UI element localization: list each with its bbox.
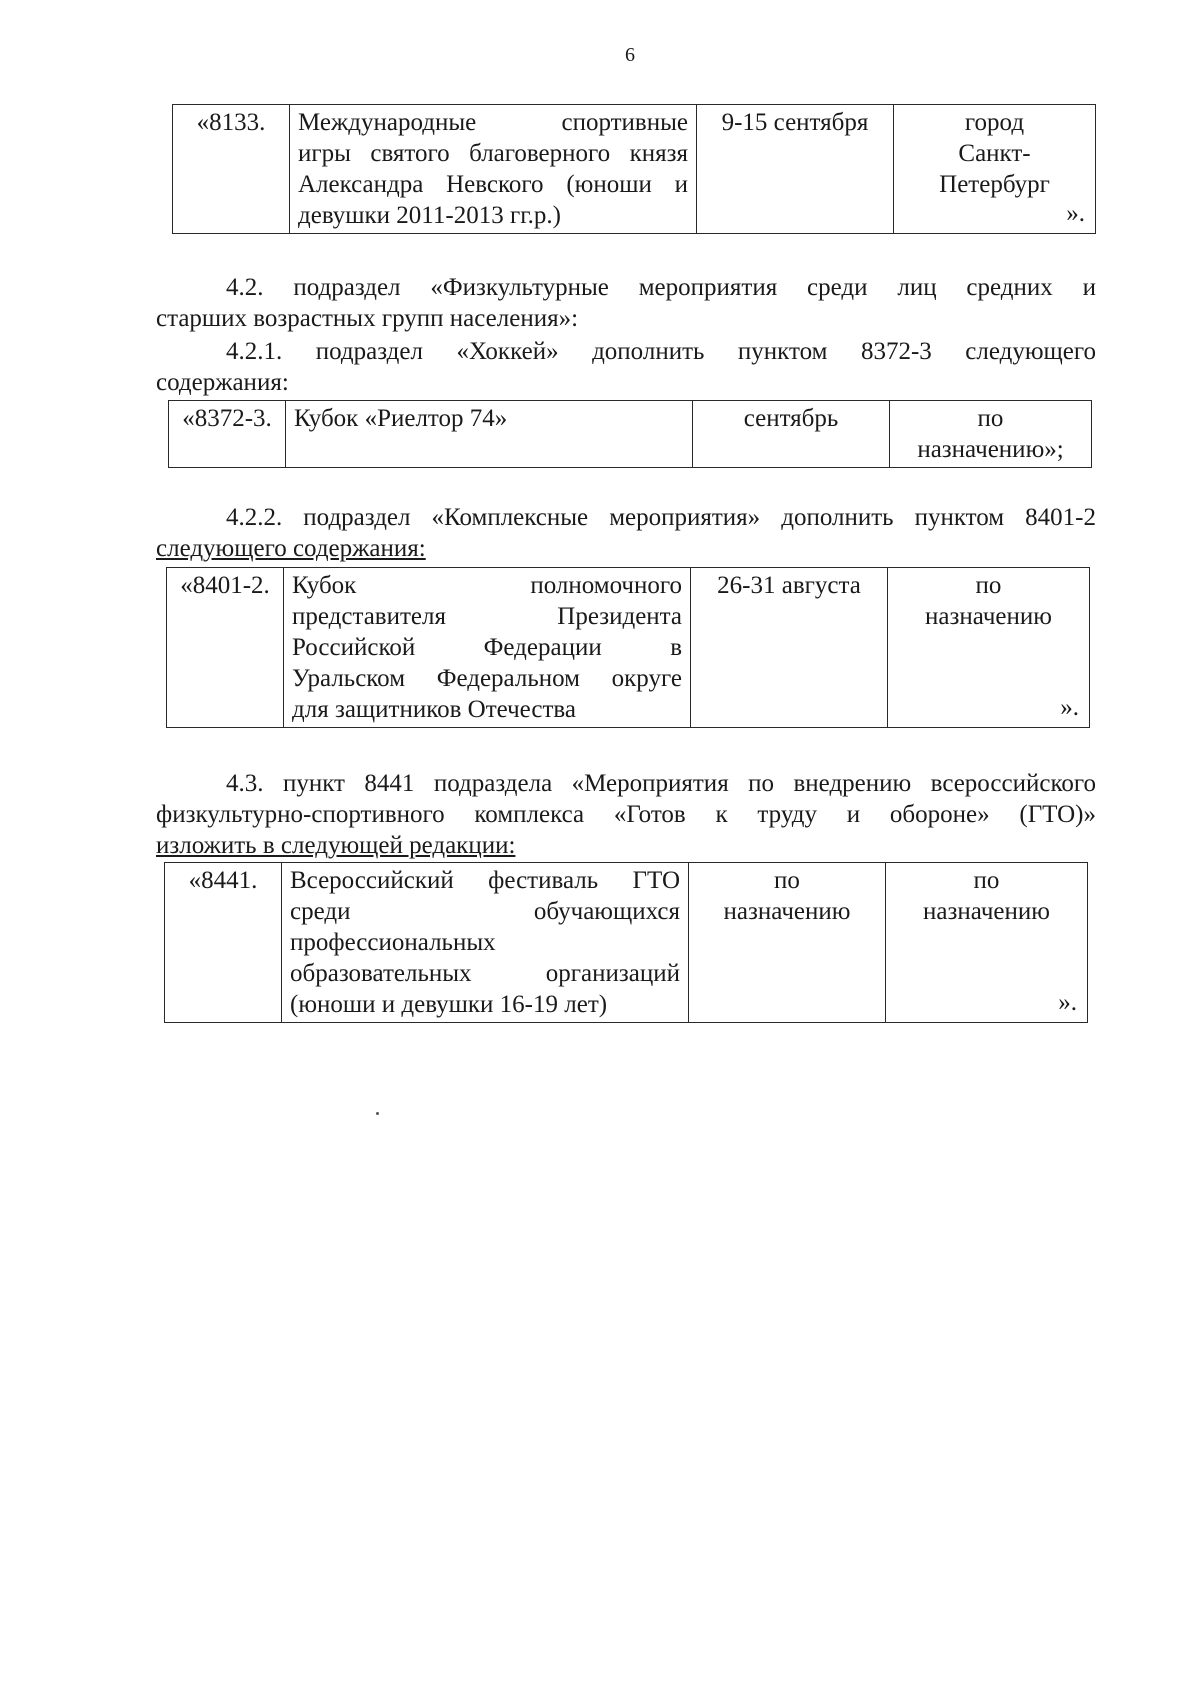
closing-quote: ». [1058, 989, 1077, 1016]
item-number: «8401-2. [167, 568, 284, 728]
event-date: сентябрь [693, 401, 890, 468]
event-date: по назначению [689, 863, 886, 1023]
table-row [173, 105, 1096, 234]
table-row [167, 568, 1090, 728]
event-place: по назначению»; [890, 401, 1092, 468]
event-place: город Санкт- Петербург ». [894, 105, 1096, 234]
closing-quote: ». [1066, 200, 1085, 227]
paragraph-4-2-2: 4.2.2. подраздел «Комплексные мероприятия» дополнить пунктом 8401-2 следующего содержания: [156, 504, 1096, 562]
event-name: Кубок полномочного представителя Президента Российской Федерации в Уральском Федеральном округе для защитников Отечества [284, 568, 691, 728]
event-name: Кубок «Риелтор 74» [286, 401, 693, 468]
page-number: 6 [625, 44, 635, 66]
table-item-8441 [164, 862, 1088, 1023]
paragraph-4-2: 4.2. подраздел «Физкультурные мероприятия среди лиц средних и старших возрастных групп населения»: [156, 274, 1096, 332]
event-place: по назначению ». [886, 863, 1088, 1023]
table-row [165, 863, 1088, 1023]
event-name: Международные спортивные игры святого благоверного князя Александра Невского (юноши и девушки 2011-2013 гг.р.) [290, 105, 697, 234]
paragraph-4-3: 4.3. пункт 8441 подраздела «Мероприятия по внедрению всероссийского физкультурно-спортивного комплекса «Готов к труду и обороне» (ГТО)» изложить в следующей редакции: [156, 770, 1096, 859]
table-item-8401-2 [166, 567, 1090, 728]
item-number: «8133. [173, 105, 290, 234]
closing-quote: ». [1060, 694, 1079, 721]
table-item-8133 [172, 104, 1096, 234]
paragraph-4-2-1: 4.2.1. подраздел «Хоккей» дополнить пунктом 8372-3 следующего содержания: [156, 338, 1096, 396]
event-date: 26-31 августа [691, 568, 888, 728]
table-item-8372-3 [168, 400, 1092, 468]
item-number: «8372-3. [169, 401, 286, 468]
scan-speck [376, 1112, 379, 1115]
event-name: Всероссийский фестиваль ГТО среди обучающихся профессиональных образовательных организаций (юноши и девушки 16-19 лет) [282, 863, 689, 1023]
event-place: по назначению ». [888, 568, 1090, 728]
item-number: «8441. [165, 863, 282, 1023]
event-date: 9-15 сентября [697, 105, 894, 234]
table-row [169, 401, 1092, 468]
